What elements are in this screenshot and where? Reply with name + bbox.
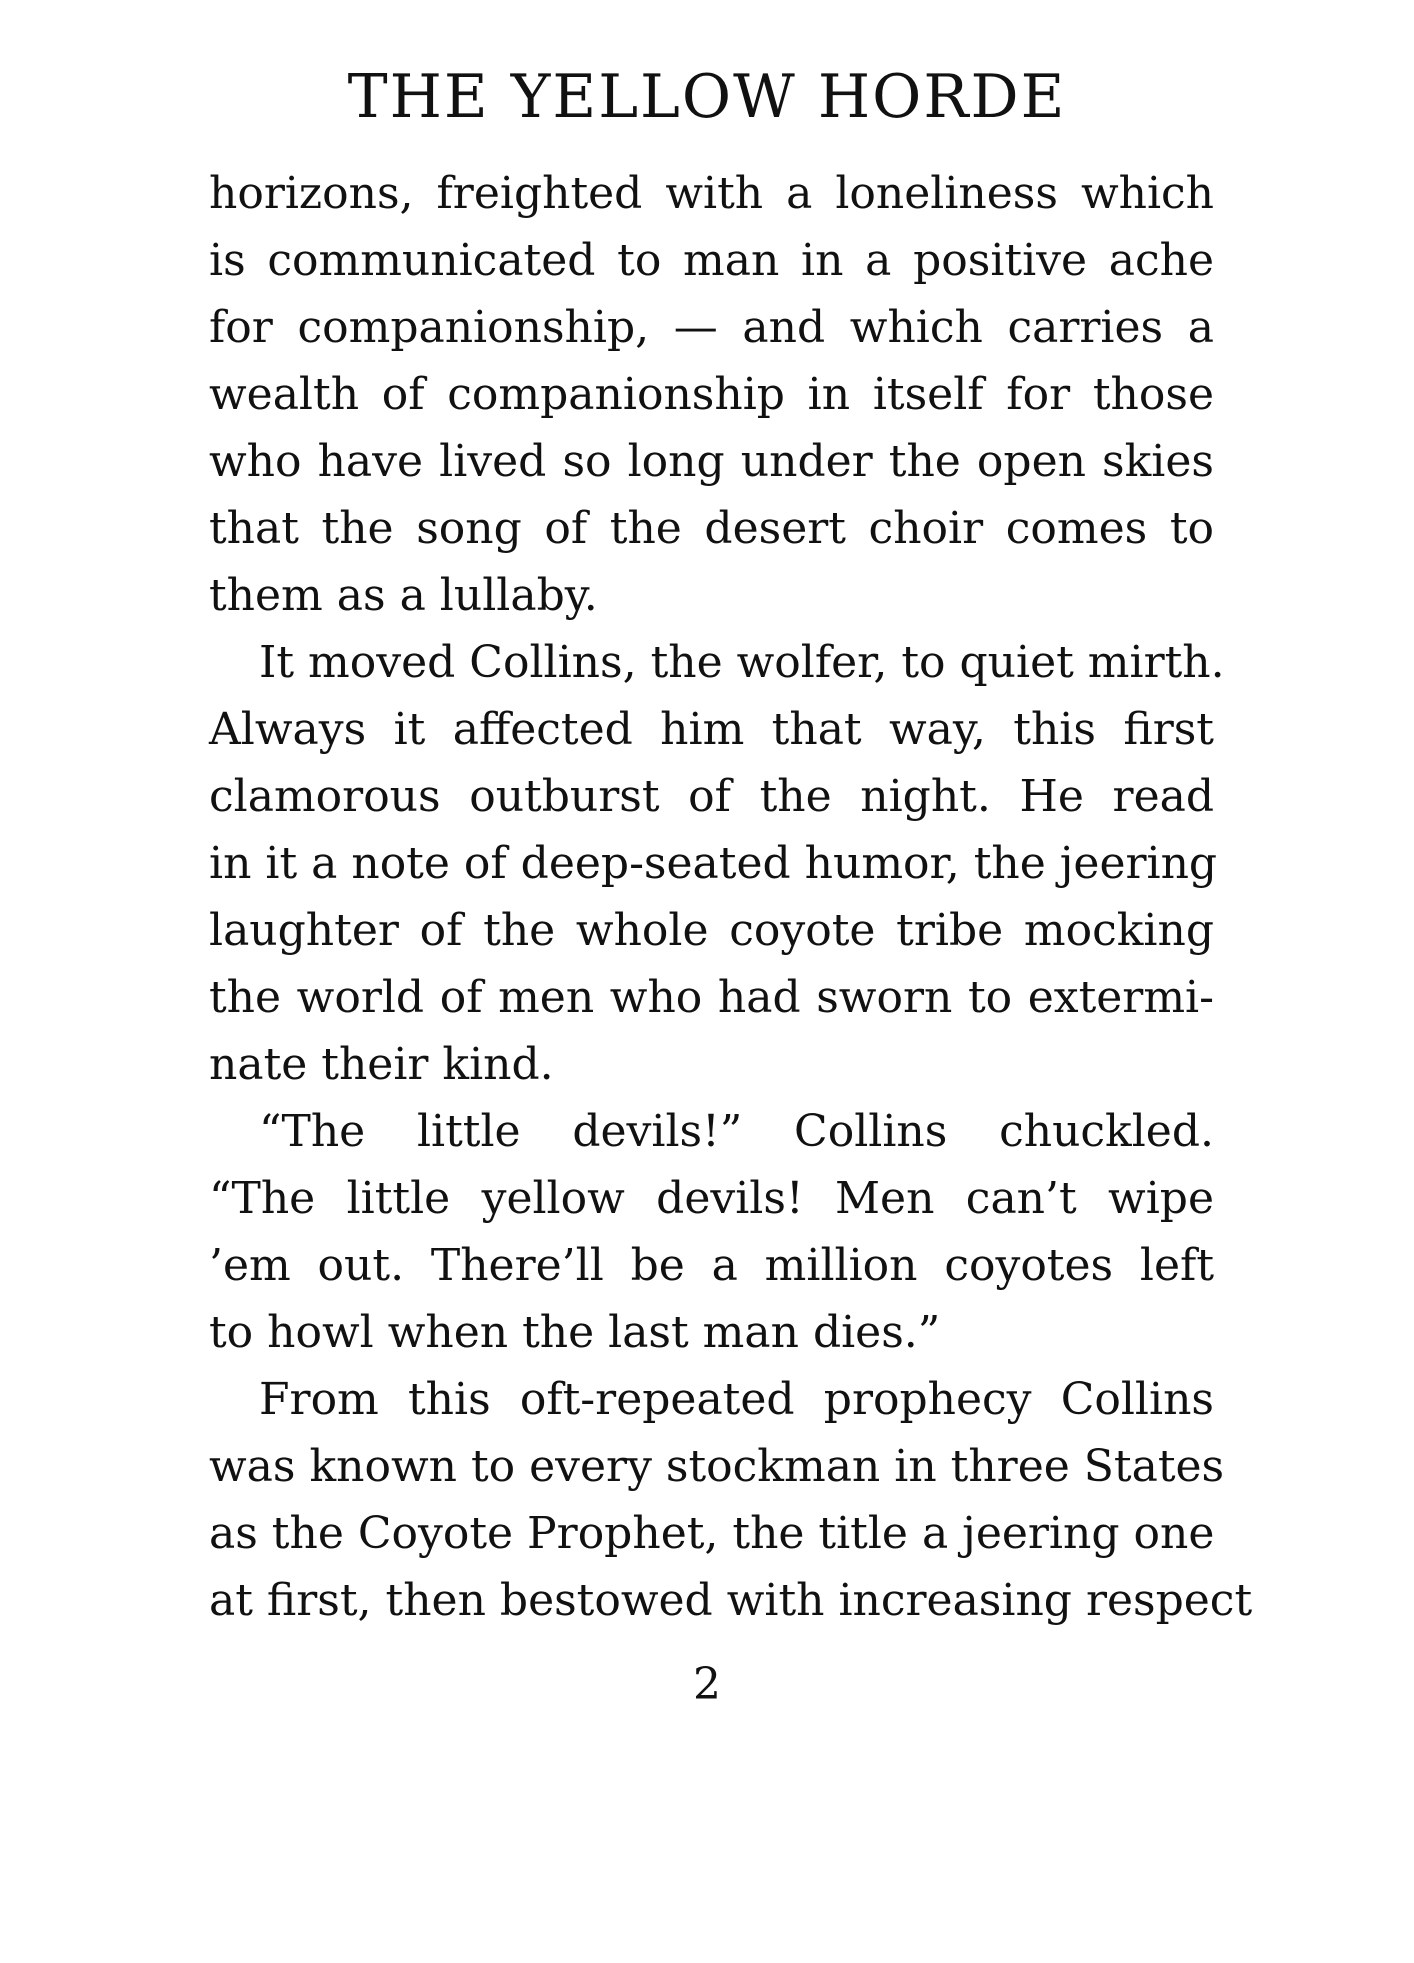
text-line: “The little yellow devils! Men can’t wipe xyxy=(209,1173,1214,1224)
running-head: THE YELLOW HORDE xyxy=(347,62,1067,132)
paragraph-4 xyxy=(209,1366,1253,1634)
text-line: Always it affected him that way, this first xyxy=(209,704,1214,755)
paragraph-3 xyxy=(209,1098,1214,1366)
text-line: at first, then bestowed with increasing respect xyxy=(209,1575,1253,1626)
text-line: clamorous outburst of the night. He read xyxy=(209,771,1214,822)
text-line: who have lived so long under the open skies xyxy=(209,436,1214,487)
text-line: for companionship, — and which carries a xyxy=(209,302,1214,353)
text-line: that the song of the desert choir comes to xyxy=(209,503,1214,554)
text-line: is communicated to man in a positive ache xyxy=(209,235,1214,286)
page-number: 2 xyxy=(693,1659,721,1710)
text-line: wealth of companionship in itself for those xyxy=(209,369,1214,420)
paragraph-1 xyxy=(209,160,1214,629)
paragraph-2 xyxy=(209,629,1225,1098)
body-text xyxy=(209,160,1253,1634)
text-line: the world of men who had sworn to extermi- xyxy=(209,972,1214,1023)
text-line: “The little devils!” Collins chuckled. xyxy=(259,1106,1214,1157)
text-line: to howl when the last man dies.” xyxy=(209,1307,941,1358)
text-line: From this oft-repeated prophecy Collins xyxy=(259,1374,1214,1425)
text-line: them as a lullaby. xyxy=(209,570,598,621)
text-line: was known to every stockman in three States xyxy=(209,1441,1225,1492)
text-line: laughter of the whole coyote tribe mocking xyxy=(209,905,1214,956)
text-line: in it a note of deep-seated humor, the jeering xyxy=(209,838,1218,889)
text-line: as the Coyote Prophet, the title a jeering one xyxy=(209,1508,1215,1559)
text-line: horizons, freighted with a loneliness which xyxy=(209,168,1214,219)
text-line: nate their kind. xyxy=(209,1039,554,1090)
text-line: ’em out. There’ll be a million coyotes left xyxy=(209,1240,1214,1291)
text-line: It moved Collins, the wolfer, to quiet mirth. xyxy=(259,637,1225,688)
